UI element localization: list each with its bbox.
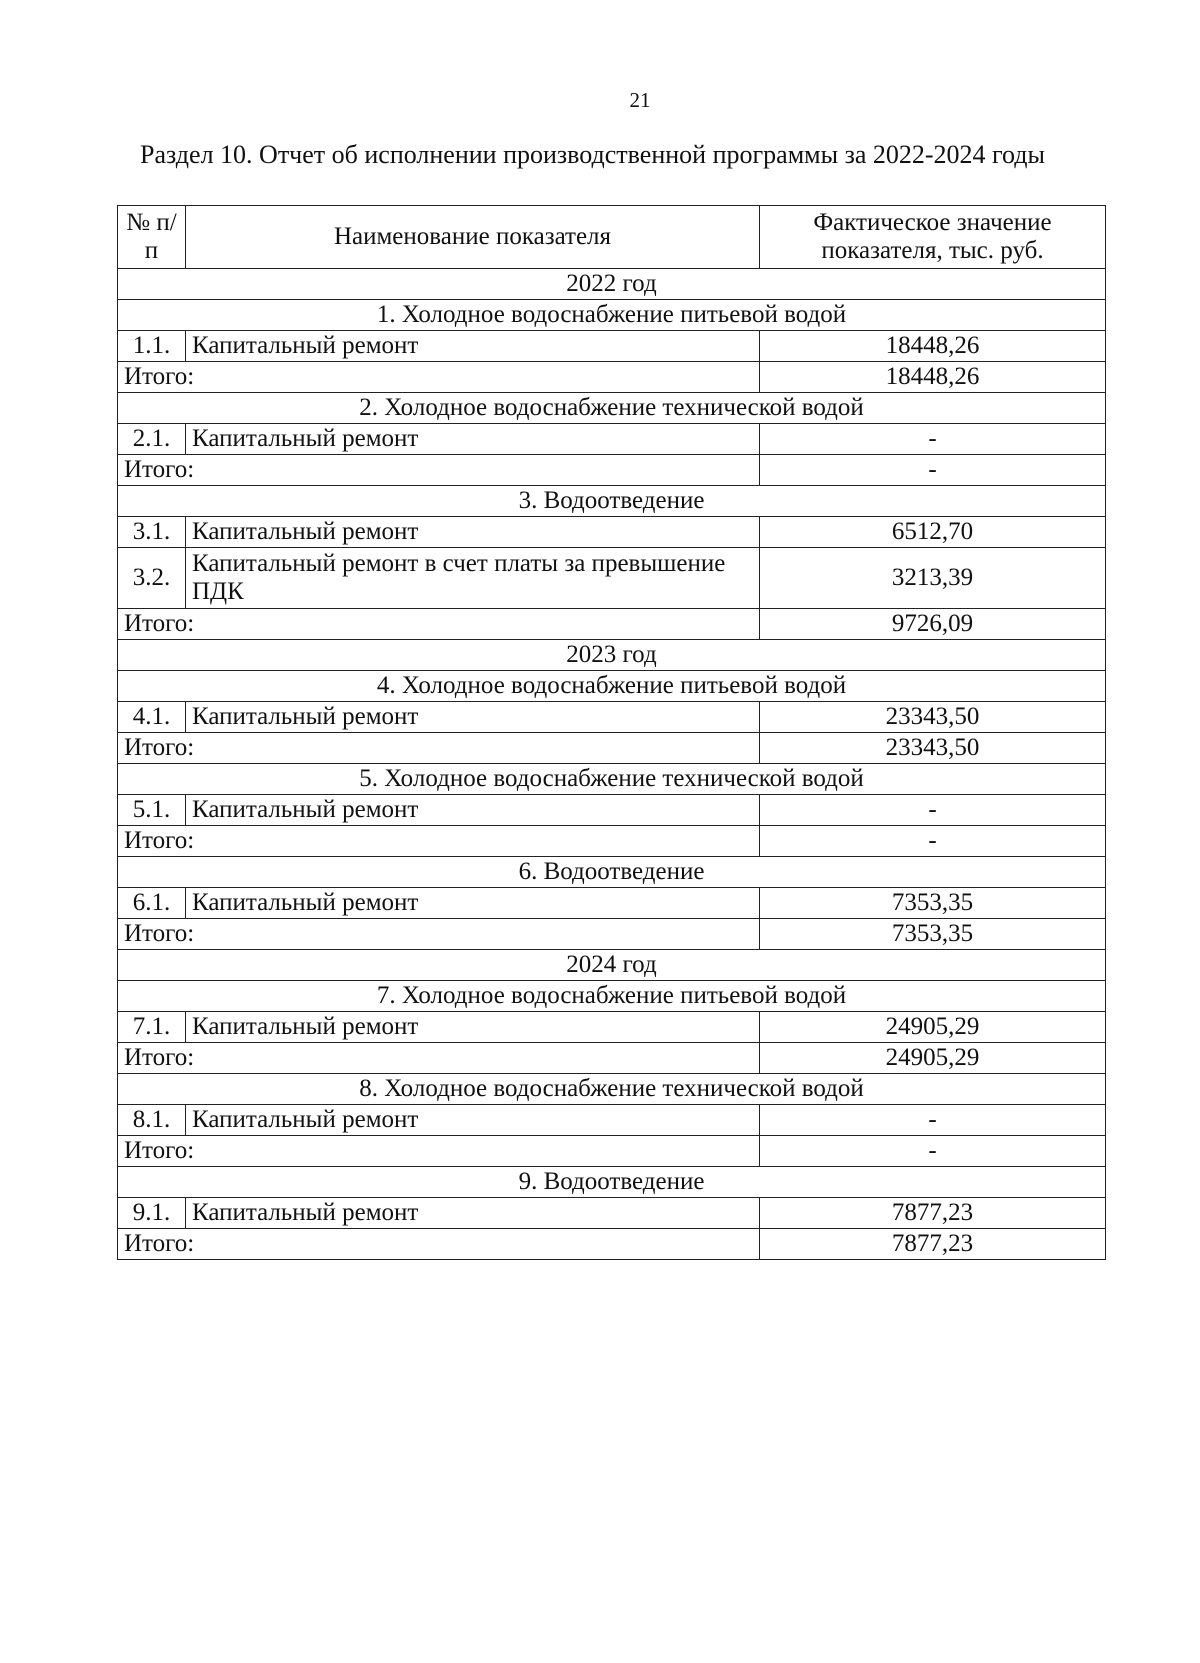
row-name: Капитальный ремонт [186,1105,760,1136]
row-number: 8.1. [118,1105,186,1136]
year-row [118,640,1106,671]
total-value: 24905,29 [760,1043,1106,1074]
row-number: 7.1. [118,1012,186,1043]
section-row [118,671,1106,702]
year-label: 2022 год [118,269,1106,300]
table-row [118,331,1106,362]
row-value: 6512,70 [760,517,1106,548]
section-title: 6. Водоотведение [118,857,1106,888]
row-value: 3213,39 [760,548,1106,609]
year-row [118,269,1106,300]
report-table-body [118,206,1106,1260]
total-value: - [760,1136,1106,1167]
header-num: № п/п [118,206,186,269]
row-value: - [760,795,1106,826]
section-title: 1. Холодное водоснабжение питьевой водой [118,300,1106,331]
total-value: 9726,09 [760,609,1106,640]
total-row [118,1136,1106,1167]
row-value: 24905,29 [760,1012,1106,1043]
section-title: 8. Холодное водоснабжение технической водой [118,1074,1106,1105]
total-row [118,609,1106,640]
row-value: 7353,35 [760,888,1106,919]
section-row [118,486,1106,517]
row-number: 3.2. [118,548,186,609]
table-row [118,888,1106,919]
row-name: Капитальный ремонт [186,795,760,826]
total-label: Итого: [118,919,760,950]
total-value: 18448,26 [760,362,1106,393]
table-row [118,1105,1106,1136]
row-number: 1.1. [118,331,186,362]
row-name: Капитальный ремонт [186,702,760,733]
table-row [118,424,1106,455]
total-label: Итого: [118,1136,760,1167]
year-label: 2023 год [118,640,1106,671]
report-table [117,205,1106,1260]
table-row [118,1012,1106,1043]
year-row [118,950,1106,981]
total-label: Итого: [118,609,760,640]
total-value: - [760,455,1106,486]
table-row [118,1198,1106,1229]
row-name: Капитальный ремонт [186,517,760,548]
row-number: 4.1. [118,702,186,733]
row-name: Капитальный ремонт [186,424,760,455]
total-label: Итого: [118,733,760,764]
total-row [118,362,1106,393]
section-title: 4. Холодное водоснабжение питьевой водой [118,671,1106,702]
total-row [118,826,1106,857]
total-label: Итого: [118,455,760,486]
section-row [118,393,1106,424]
row-name: Капитальный ремонт [186,1198,760,1229]
section-row [118,857,1106,888]
section-row [118,1074,1106,1105]
section-row [118,764,1106,795]
table-row [118,795,1106,826]
total-value: - [760,826,1106,857]
total-label: Итого: [118,1229,760,1260]
section-title: 3. Водоотведение [118,486,1106,517]
section-row [118,1167,1106,1198]
row-value: - [760,424,1106,455]
table-row [118,548,1106,609]
row-number: 3.1. [118,517,186,548]
section-row [118,981,1106,1012]
row-value: - [760,1105,1106,1136]
row-name: Капитальный ремонт в счет платы за превышение ПДК [186,548,760,609]
section-row [118,300,1106,331]
year-label: 2024 год [118,950,1106,981]
row-number: 5.1. [118,795,186,826]
table-header-row [118,206,1106,269]
total-value: 7877,23 [760,1229,1106,1260]
section-title: 2. Холодное водоснабжение технической водой [118,393,1106,424]
total-value: 7353,35 [760,919,1106,950]
row-name: Капитальный ремонт [186,888,760,919]
row-value: 23343,50 [760,702,1106,733]
total-row [118,1043,1106,1074]
total-label: Итого: [118,1043,760,1074]
total-row [118,733,1106,764]
header-value: Фактическое значение показателя, тыс. руб. [760,206,1106,269]
total-row [118,1229,1106,1260]
table-row [118,702,1106,733]
row-name: Капитальный ремонт [186,1012,760,1043]
row-number: 2.1. [118,424,186,455]
row-number: 6.1. [118,888,186,919]
section-title: 5. Холодное водоснабжение технической водой [118,764,1106,795]
row-value: 7877,23 [760,1198,1106,1229]
total-row [118,455,1106,486]
total-value: 23343,50 [760,733,1106,764]
row-number: 9.1. [118,1198,186,1229]
table-row [118,517,1106,548]
header-name: Наименование показателя [186,206,760,269]
page-number: 21 [629,88,651,112]
row-name: Капитальный ремонт [186,331,760,362]
total-row [118,919,1106,950]
section-title: 9. Водоотведение [118,1167,1106,1198]
section-title: 7. Холодное водоснабжение питьевой водой [118,981,1106,1012]
row-value: 18448,26 [760,331,1106,362]
total-label: Итого: [118,826,760,857]
page-title: Раздел 10. Отчет об исполнении производственной программы за 2022-2024 годы [140,140,1045,169]
total-label: Итого: [118,362,760,393]
